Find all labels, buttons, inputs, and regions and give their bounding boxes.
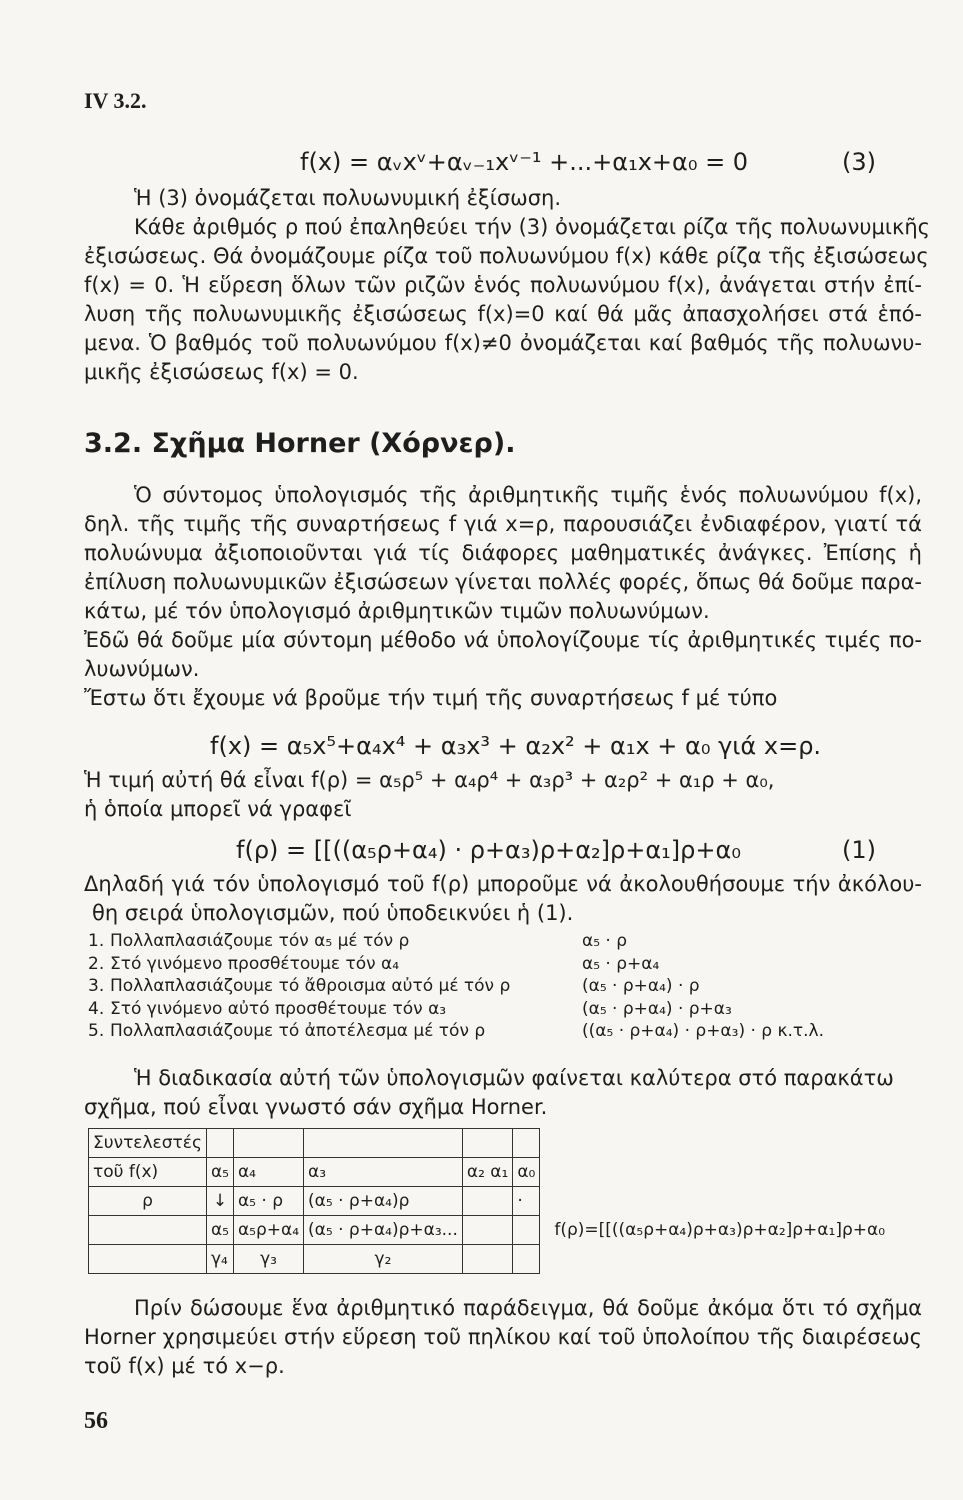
table-cell: γ₄ bbox=[206, 1245, 233, 1274]
horner-result: f(ρ)=[[((α₅ρ+α₄)ρ+α₃)ρ+α₂]ρ+α₁]ρ+α₀ bbox=[554, 1220, 886, 1240]
list-item bbox=[88, 975, 908, 998]
table-row bbox=[89, 1158, 890, 1187]
para-line: δηλ. τῆς τιμῆς τῆς συναρτήσεως f γιά x=ρ, παρουσιάζει ἐνδιαφέρον, γιατί τά bbox=[84, 512, 922, 536]
value-line: ἡ ὁποία μπορεῖ νά γραφεῖ bbox=[84, 797, 352, 821]
table-cell bbox=[462, 1216, 512, 1245]
table-cell bbox=[462, 1187, 512, 1216]
para-line: Πρίν δώσουμε ἕνα ἀριθμητικό παράδειγμα, θά δοῦμε ἀκόμα ὅτι τό σχῆμα bbox=[134, 1296, 922, 1320]
equation-3-label: (3) bbox=[842, 148, 876, 176]
table-cell: γ₂ bbox=[304, 1245, 463, 1274]
step-result: (α₅ · ρ+α₄) · ρ bbox=[582, 976, 700, 996]
closing-paragraph bbox=[84, 1294, 922, 1381]
table-cell bbox=[89, 1216, 207, 1245]
step-result: α₅ · ρ+α₄ bbox=[582, 953, 660, 974]
para-line: Ἐδῶ θά δοῦμε μία σύντομη μέθοδο νά ὑπολογίζουμε τίς ἀριθμητικές τιμές πο- bbox=[84, 628, 922, 652]
value-line: Ἡ τιμή αὐτή θά εἶναι f(ρ) = α₅ρ⁵ + α₄ρ⁴ + α₃ρ³ + α₂ρ² + α₁ρ + α₀, bbox=[84, 768, 775, 792]
table-cell bbox=[233, 1129, 303, 1158]
step-number: 1. bbox=[88, 931, 105, 951]
table-cell: ρ bbox=[89, 1187, 207, 1216]
para-line: Ὁ σύντομος ὑπολογισμός τῆς ἀριθμητικῆς τιμῆς ἑνός πολυωνύμου f(x), bbox=[134, 483, 922, 507]
para-line: Horner χρησιμεύει στήν εὕρεση τοῦ πηλίκου καί τοῦ ὑπολοίπου τῆς διαιρέσεως bbox=[84, 1325, 922, 1349]
table-cell bbox=[513, 1129, 540, 1158]
table-cell: · bbox=[513, 1187, 540, 1216]
para-line: Δηλαδή γιά τόν ὑπολογισμό τοῦ f(ρ) μποροῦμε νά ἀκολουθήσουμε τήν ἀκόλου- bbox=[84, 872, 922, 896]
step-text: Πολλαπλασιάζουμε τό ἄθροισμα αὐτό μέ τόν ρ bbox=[110, 976, 511, 996]
table-cell: ↓ bbox=[206, 1187, 233, 1216]
procedure-paragraph bbox=[84, 870, 922, 928]
intro-paragraph bbox=[84, 184, 931, 387]
table-row bbox=[89, 1129, 890, 1158]
table-cell: α₃ bbox=[304, 1158, 463, 1187]
steps-list bbox=[88, 930, 908, 1043]
table-cell: (α₅ · ρ+α₄)ρ+α₃... bbox=[304, 1216, 463, 1245]
step-text: Πολλαπλασιάζουμε τό ἀποτέλεσμα μέ τόν ρ bbox=[110, 1021, 486, 1041]
para-line: τοῦ f(x) μέ τό x−ρ. bbox=[84, 1354, 285, 1378]
list-item bbox=[88, 953, 908, 976]
equation-1: f(ρ) = [[((α₅ρ+α₄) · ρ+α₃)ρ+α₂]ρ+α₁]ρ+α₀ bbox=[236, 836, 741, 864]
table-cell bbox=[206, 1129, 233, 1158]
step-number: 3. bbox=[88, 976, 105, 996]
table-cell: (α₅ · ρ+α₄)ρ bbox=[304, 1187, 463, 1216]
list-item bbox=[88, 930, 908, 953]
table-row bbox=[89, 1187, 890, 1216]
table-cell: α₂ α₁ bbox=[462, 1158, 512, 1187]
intro-line: Ἡ (3) ὀνομάζεται πολυωνυμική ἐξίσωση. bbox=[134, 186, 562, 210]
table-cell bbox=[513, 1245, 540, 1274]
step-text: Στό γινόμενο προσθέτουμε τόν α₄ bbox=[110, 953, 400, 974]
step-number: 5. bbox=[88, 1021, 105, 1041]
scheme-intro-paragraph bbox=[84, 1064, 922, 1122]
step-text: Στό γινόμενο αὐτό προσθέτουμε τόν α₃ bbox=[110, 998, 447, 1019]
table-cell: α₅ bbox=[206, 1158, 233, 1187]
table-cell bbox=[304, 1129, 463, 1158]
table-cell bbox=[513, 1216, 540, 1245]
intro-line: Κάθε ἀριθμός ρ πού ἐπαληθεύει τήν (3) ὀνομάζεται ρίζα τῆς πολυωνυμικῆς bbox=[134, 215, 931, 239]
para-line: θη σειρά ὑπολογισμῶν, πού ὑποδεικνύει ἡ (1). bbox=[92, 901, 574, 925]
list-item bbox=[88, 998, 908, 1021]
step-result: (α₅ · ρ+α₄) · ρ+α₃ bbox=[582, 998, 732, 1019]
horner-table bbox=[88, 1128, 890, 1274]
step-number: 4. bbox=[88, 998, 105, 1019]
table-cell: α₀ bbox=[513, 1158, 540, 1187]
intro-line: f(x) = 0. Ἡ εὕρεση ὅλων τῶν ριζῶν ἑνός πολυωνύμου f(x), ἀνάγεται στήν ἐπί- bbox=[84, 273, 922, 297]
equation-fx: f(x) = α₅x⁵+α₄x⁴ + α₃x³ + α₂x² + α₁x + α₀ γιά x=ρ. bbox=[210, 732, 822, 760]
step-result: ((α₅ · ρ+α₄) · ρ+α₃) · ρ κ.τ.λ. bbox=[582, 1021, 825, 1041]
table-cell: τοῦ f(x) bbox=[89, 1158, 207, 1187]
equation-3: f(x) = αᵥxᵛ+αᵥ₋₁xᵛ⁻¹ +...+α₁x+α₀ = 0 bbox=[300, 148, 749, 176]
table-cell: α₅ bbox=[206, 1216, 233, 1245]
chapter-header: IV 3.2. bbox=[84, 88, 147, 113]
para-line: κάτω, μέ τόν ὑπολογισμό ἀριθμητικῶν τιμῶν πολυωνύμων. bbox=[84, 599, 710, 623]
equation-1-label: (1) bbox=[842, 836, 876, 864]
para-line: ἐπίλυση πολυωνυμικῶν ἐξισώσεων γίνεται πολλές φορές, ὅπως θά δοῦμε παρα- bbox=[84, 570, 922, 594]
list-item bbox=[88, 1020, 908, 1043]
table-cell bbox=[462, 1245, 512, 1274]
table-cell: Συντελεστές bbox=[89, 1129, 207, 1158]
section-title: 3.2. Σχῆμα Horner (Χόρνερ). bbox=[84, 428, 516, 459]
para-line: λυωνύμων. bbox=[84, 657, 200, 681]
table-cell bbox=[89, 1245, 207, 1274]
page-number: 56 bbox=[84, 1408, 108, 1434]
table-cell: γ₃ bbox=[233, 1245, 303, 1274]
horner-intro-paragraph bbox=[84, 481, 922, 713]
intro-line: ἐξισώσεως. Θά ὀνομάζουμε ρίζα τοῦ πολυωνύμου f(x) κάθε ρίζα τῆς ἐξισώσεως bbox=[84, 244, 929, 268]
table-cell: α₅ · ρ bbox=[233, 1187, 303, 1216]
table-cell bbox=[462, 1129, 512, 1158]
intro-line: λυση τῆς πολυωνυμικῆς ἐξισώσεως f(x)=0 καί θά μᾶς ἀπασχολήσει στά ἑπό- bbox=[84, 302, 922, 326]
step-number: 2. bbox=[88, 953, 105, 974]
value-paragraph bbox=[84, 766, 922, 824]
step-result: α₅ · ρ bbox=[582, 931, 628, 951]
para-line: σχῆμα, πού εἶναι γνωστό σάν σχῆμα Horner. bbox=[84, 1095, 548, 1119]
step-text: Πολλαπλασιάζουμε τόν α₅ μέ τόν ρ bbox=[110, 931, 410, 951]
para-line: Ἡ διαδικασία αὐτή τῶν ὑπολογισμῶν φαίνεται καλύτερα στό παρακάτω bbox=[134, 1066, 894, 1090]
table-cell: α₅ρ+α₄ bbox=[233, 1216, 303, 1245]
table-cell: α₄ bbox=[233, 1158, 303, 1187]
para-line: Ἔστω ὅτι ἔχουμε νά βροῦμε τήν τιμή τῆς συναρτήσεως f μέ τύπο bbox=[84, 686, 778, 710]
table-row bbox=[89, 1216, 890, 1245]
intro-line: μενα. Ὁ βαθμός τοῦ πολυωνύμου f(x)≠0 ὀνομάζεται καί βαθμός τῆς πολυωνυ- bbox=[84, 331, 922, 355]
intro-line: μικῆς ἐξισώσεως f(x) = 0. bbox=[84, 360, 359, 384]
para-line: πολυώνυμα ἀξιοποιοῦνται γιά τίς διάφορες μαθηματικές ἀνάγκες. Ἐπίσης ἡ bbox=[84, 541, 922, 565]
table-row bbox=[89, 1245, 890, 1274]
